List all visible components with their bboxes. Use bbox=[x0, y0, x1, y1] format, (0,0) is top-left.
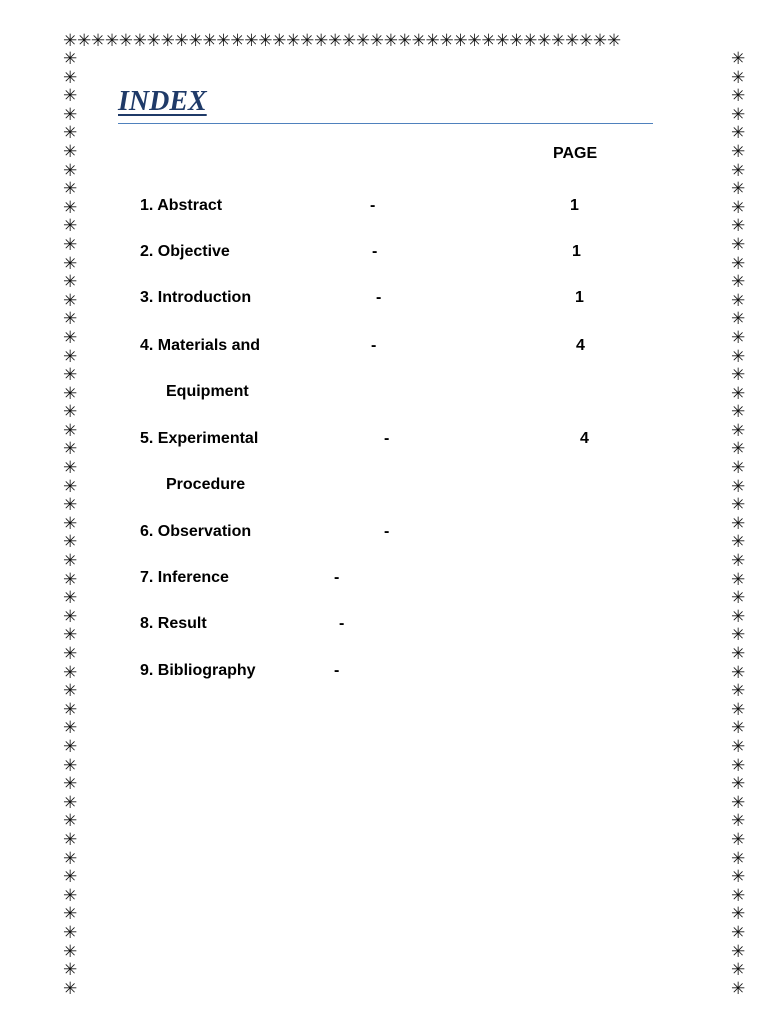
border-star-icon: ✳ bbox=[63, 197, 78, 218]
page-border-right bbox=[731, 50, 749, 995]
border-star-icon: ✳ bbox=[63, 104, 78, 125]
border-star-icon: ✳ bbox=[63, 495, 78, 516]
toc-entry-abstract: 1. Abstract bbox=[140, 197, 223, 214]
toc-page-number: 1 bbox=[570, 197, 579, 214]
border-star-icon: ✳ bbox=[63, 309, 78, 330]
toc-page-number: 1 bbox=[575, 289, 584, 306]
border-star-icon: ✳ bbox=[63, 699, 78, 720]
toc-dash: - bbox=[384, 523, 390, 540]
border-star-icon: ✳ bbox=[731, 216, 746, 237]
toc-entry-experimental: 5. Experimental bbox=[140, 430, 259, 447]
border-star-icon: ✳ bbox=[731, 513, 746, 534]
border-star-icon: ✳ bbox=[731, 476, 746, 497]
toc-dash: - bbox=[334, 569, 340, 586]
border-star-icon: ✳ bbox=[731, 978, 746, 995]
border-star-icon: ✳ bbox=[731, 383, 746, 404]
border-star-icon: ✳ bbox=[731, 50, 746, 69]
border-star-icon: ✳ bbox=[63, 755, 78, 776]
toc-dash: - bbox=[334, 662, 340, 679]
toc-entry-experimental-continued: Procedure bbox=[166, 476, 246, 493]
toc-entry-materials-continued: Equipment bbox=[166, 383, 249, 400]
border-star-icon: ✳ bbox=[63, 253, 78, 274]
border-star-icon: ✳ bbox=[63, 736, 78, 757]
border-star-icon: ✳ bbox=[63, 588, 78, 609]
title-rule bbox=[118, 123, 653, 124]
border-star-icon: ✳ bbox=[731, 606, 746, 627]
border-star-icon: ✳ bbox=[63, 681, 78, 702]
border-star-icon: ✳ bbox=[63, 885, 78, 906]
border-star-icon: ✳ bbox=[731, 104, 746, 125]
border-star-icon: ✳ bbox=[63, 439, 78, 460]
border-star-icon: ✳ bbox=[63, 50, 78, 69]
border-star-icon: ✳ bbox=[63, 160, 78, 181]
border-star-icon: ✳ bbox=[63, 941, 78, 962]
border-star-icon: ✳ bbox=[731, 327, 746, 348]
border-star-icon: ✳ bbox=[63, 978, 78, 995]
border-star-icon: ✳ bbox=[63, 234, 78, 255]
border-star-icon: ✳ bbox=[63, 718, 78, 739]
border-star-icon: ✳ bbox=[63, 179, 78, 200]
border-star-icon: ✳ bbox=[731, 123, 746, 144]
border-star-icon: ✳ bbox=[63, 774, 78, 795]
border-star-icon: ✳ bbox=[731, 662, 746, 683]
border-star-icon: ✳ bbox=[63, 625, 78, 646]
toc-entry-inference: 7. Inference bbox=[140, 569, 229, 586]
border-star-icon: ✳ bbox=[731, 699, 746, 720]
border-star-icon: ✳ bbox=[63, 272, 78, 293]
border-star-icon: ✳ bbox=[731, 681, 746, 702]
border-star-icon: ✳ bbox=[731, 141, 746, 162]
border-star-icon: ✳ bbox=[63, 551, 78, 572]
border-star-icon: ✳ bbox=[731, 532, 746, 553]
border-star-icon: ✳ bbox=[63, 476, 78, 497]
border-star-icon: ✳ bbox=[731, 792, 746, 813]
border-star-icon: ✳ bbox=[63, 662, 78, 683]
border-star-icon: ✳ bbox=[731, 960, 746, 981]
border-star-icon: ✳ bbox=[731, 867, 746, 888]
border-star-icon: ✳ bbox=[63, 513, 78, 534]
border-star-icon: ✳ bbox=[63, 644, 78, 664]
border-star-icon: ✳ bbox=[731, 625, 746, 646]
border-star-icon: ✳ bbox=[731, 365, 746, 386]
border-star-icon: ✳ bbox=[731, 644, 746, 664]
toc-page-number: 4 bbox=[580, 430, 589, 447]
border-star-icon: ✳ bbox=[731, 551, 746, 572]
border-star-icon: ✳ bbox=[63, 458, 78, 479]
border-star-icon: ✳ bbox=[731, 272, 746, 293]
border-star-icon: ✳ bbox=[63, 123, 78, 144]
border-star-icon: ✳ bbox=[731, 904, 746, 925]
toc-dash: - bbox=[372, 243, 378, 260]
border-star-icon: ✳ bbox=[731, 829, 746, 850]
border-star-icon: ✳ bbox=[63, 67, 78, 88]
border-star-icon: ✳ bbox=[731, 588, 746, 609]
border-star-icon: ✳ bbox=[731, 290, 746, 311]
toc-entry-introduction: 3. Introduction bbox=[140, 289, 252, 306]
toc-page-number: 1 bbox=[572, 243, 581, 260]
border-star-icon: ✳ bbox=[63, 141, 78, 162]
border-star-icon: ✳ bbox=[731, 736, 746, 757]
border-star-icon: ✳ bbox=[731, 755, 746, 776]
toc-dash: - bbox=[384, 430, 390, 447]
border-star-icon: ✳ bbox=[63, 532, 78, 553]
toc-entry-result: 8. Result bbox=[140, 615, 207, 632]
border-star-icon: ✳ bbox=[731, 420, 746, 441]
border-star-icon: ✳ bbox=[63, 904, 78, 925]
border-star-icon: ✳ bbox=[63, 216, 78, 237]
border-star-icon: ✳ bbox=[63, 290, 78, 311]
border-star-icon: ✳ bbox=[63, 829, 78, 850]
border-star-icon: ✳ bbox=[731, 86, 746, 107]
border-star-icon: ✳ bbox=[63, 346, 78, 367]
border-star-icon: ✳ bbox=[63, 569, 78, 590]
border-star-icon: ✳ bbox=[731, 309, 746, 330]
border-star-icon: ✳ bbox=[731, 848, 746, 869]
border-star-icon: ✳ bbox=[63, 420, 78, 441]
toc-entry-objective: 2. Objective bbox=[140, 243, 230, 260]
border-star-icon: ✳ bbox=[63, 792, 78, 813]
border-star-icon: ✳ bbox=[731, 197, 746, 218]
border-star-icon: ✳ bbox=[731, 160, 746, 181]
border-star-icon: ✳ bbox=[731, 346, 746, 367]
toc-page-number: 4 bbox=[576, 337, 585, 354]
border-star-icon: ✳ bbox=[63, 960, 78, 981]
border-star-icon: ✳ bbox=[731, 885, 746, 906]
border-star-icon: ✳ bbox=[63, 606, 78, 627]
page-column-header: PAGE bbox=[553, 145, 598, 162]
border-star-icon: ✳ bbox=[731, 941, 746, 962]
border-star-icon: ✳ bbox=[731, 569, 746, 590]
toc-dash: - bbox=[376, 289, 382, 306]
toc-entry-materials: 4. Materials and bbox=[140, 337, 261, 354]
border-star-icon: ✳ bbox=[731, 253, 746, 274]
border-star-icon: ✳ bbox=[731, 811, 746, 832]
toc-entry-observation: 6. Observation bbox=[140, 523, 252, 540]
border-star-icon: ✳ bbox=[731, 718, 746, 739]
border-star-icon: ✳ bbox=[731, 922, 746, 943]
toc-dash: - bbox=[370, 197, 376, 214]
border-star-icon: ✳ bbox=[731, 774, 746, 795]
index-title: INDEX bbox=[118, 86, 207, 117]
border-star-icon: ✳ bbox=[731, 67, 746, 88]
border-star-icon: ✳ bbox=[63, 86, 78, 107]
border-star-icon: ✳ bbox=[63, 867, 78, 888]
border-star-icon: ✳ bbox=[63, 327, 78, 348]
border-star-icon: ✳ bbox=[63, 365, 78, 386]
page-border-top: ✳✳✳✳✳✳✳✳✳✳✳✳✳✳✳✳✳✳✳✳✳✳✳✳✳✳✳✳✳✳✳✳✳✳✳✳✳✳✳✳ bbox=[63, 33, 621, 51]
border-star-icon: ✳ bbox=[731, 458, 746, 479]
border-star-icon: ✳ bbox=[63, 811, 78, 832]
page-border-left bbox=[63, 50, 81, 995]
border-star-icon: ✳ bbox=[731, 234, 746, 255]
toc-dash: - bbox=[371, 337, 377, 354]
border-star-icon: ✳ bbox=[63, 848, 78, 869]
border-star-icon: ✳ bbox=[63, 402, 78, 423]
border-star-icon: ✳ bbox=[63, 383, 78, 404]
border-star-icon: ✳ bbox=[731, 402, 746, 423]
toc-entry-bibliography: 9. Bibliography bbox=[140, 662, 256, 679]
border-star-icon: ✳ bbox=[63, 922, 78, 943]
toc-dash: - bbox=[339, 615, 345, 632]
border-star-icon: ✳ bbox=[731, 179, 746, 200]
border-star-icon: ✳ bbox=[731, 439, 746, 460]
border-star-icon: ✳ bbox=[731, 495, 746, 516]
